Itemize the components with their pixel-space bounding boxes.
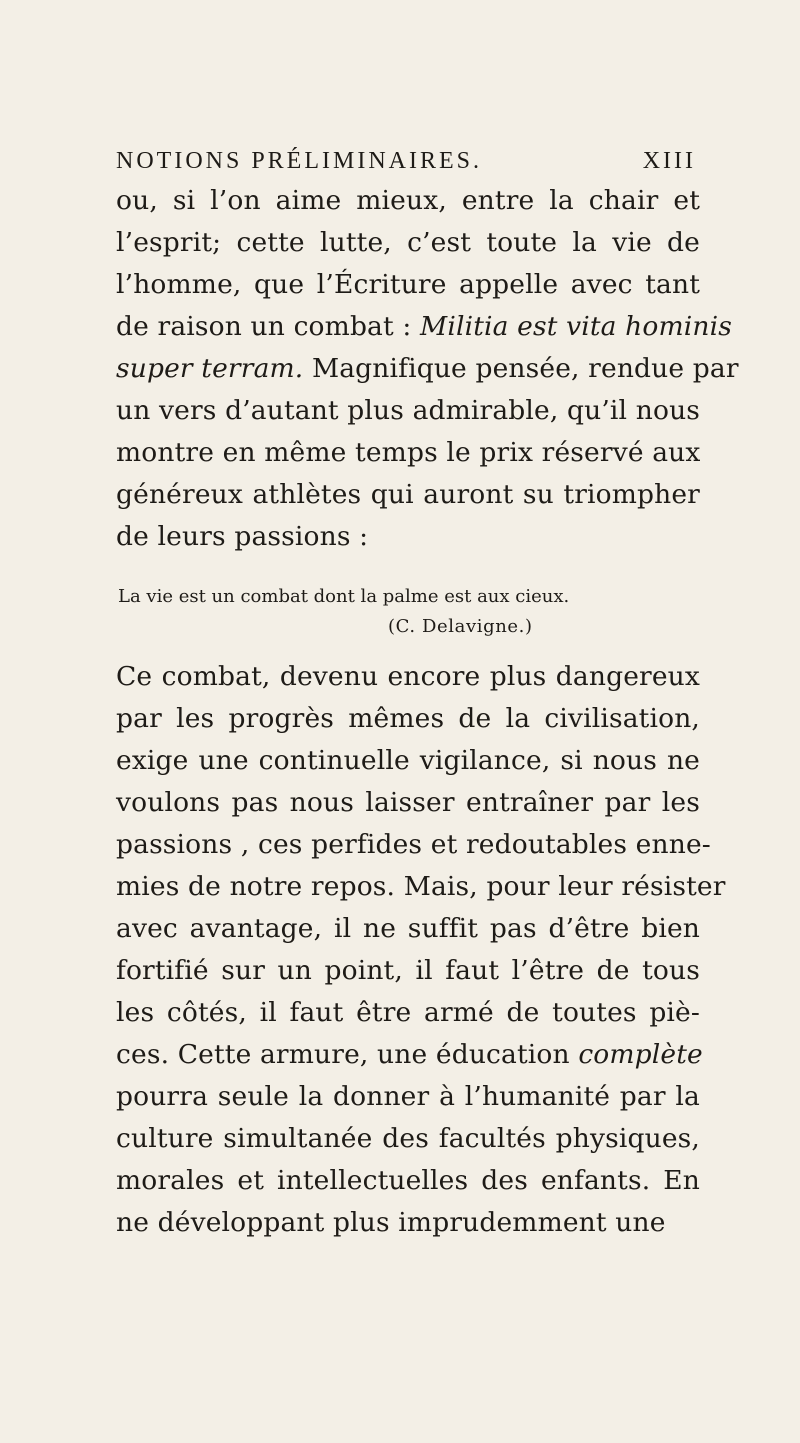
text-line: ou, si l’on aime mieux, entre la chair et <box>116 185 700 216</box>
text-run: Magnifique pensée, rendue par <box>303 353 739 384</box>
text-line: voulons pas nous laisser entraîner par les <box>116 787 700 818</box>
text-line <box>116 1034 703 1076</box>
text-line <box>116 306 732 348</box>
verse-quotation <box>116 582 700 642</box>
text-line: morales et intellectuelles des enfants. En <box>116 1165 700 1196</box>
text-line: l’homme, que l’Écriture appelle avec tant <box>116 269 700 300</box>
text-line: un vers d’autant plus admirable, qu’il nous <box>116 395 701 426</box>
text-line: culture simultanée des facultés physiques, <box>116 1123 700 1154</box>
verse-attribution: (C. Delavigne.) <box>388 616 533 637</box>
running-title: NOTIONS PRÉLIMINAIRES. <box>116 148 482 174</box>
verse-line: La vie est un combat dont la palme est aux cieux. <box>118 586 570 607</box>
text-line: pourra seule la donner à l’humanité par la <box>116 1081 700 1112</box>
paragraph-1 <box>116 180 739 558</box>
latin-quotation-end: super terram. <box>116 353 304 384</box>
text-line: passions , ces perfides et redoutables enne- <box>116 829 711 860</box>
text-line: fortifié sur un point, il faut l’être de tous <box>116 955 700 986</box>
text-line: ne développant plus imprudemment une <box>116 1207 666 1238</box>
text-run: de raison un combat : <box>116 311 421 342</box>
latin-quotation: Militia est vita hominis <box>420 311 732 342</box>
text-line: de leurs passions : <box>116 521 369 552</box>
text-line: avec avantage, il ne suffit pas d’être bien <box>116 913 700 944</box>
text-line: mies de notre repos. Mais, pour leur résister <box>116 871 726 902</box>
running-head <box>116 148 696 182</box>
text-line: montre en même temps le prix réservé aux <box>116 437 701 468</box>
text-line: l’esprit; cette lutte, c’est toute la vie de <box>116 227 700 258</box>
text-line: Ce combat, devenu encore plus dangereux <box>116 661 700 692</box>
text-block <box>116 180 739 1244</box>
emphasized-word: complète <box>578 1039 703 1070</box>
text-line: exige une continuelle vigilance, si nous ne <box>116 745 700 776</box>
text-line <box>116 348 739 390</box>
text-line: généreux athlètes qui auront su triompher <box>116 479 700 510</box>
text-line: par les progrès mêmes de la civilisation, <box>116 703 700 734</box>
page-number: XIII <box>642 148 696 174</box>
paragraph-2 <box>116 656 726 1244</box>
text-run: ces. Cette armure, une éducation <box>116 1039 579 1070</box>
text-line: les côtés, il faut être armé de toutes piè- <box>116 997 700 1028</box>
